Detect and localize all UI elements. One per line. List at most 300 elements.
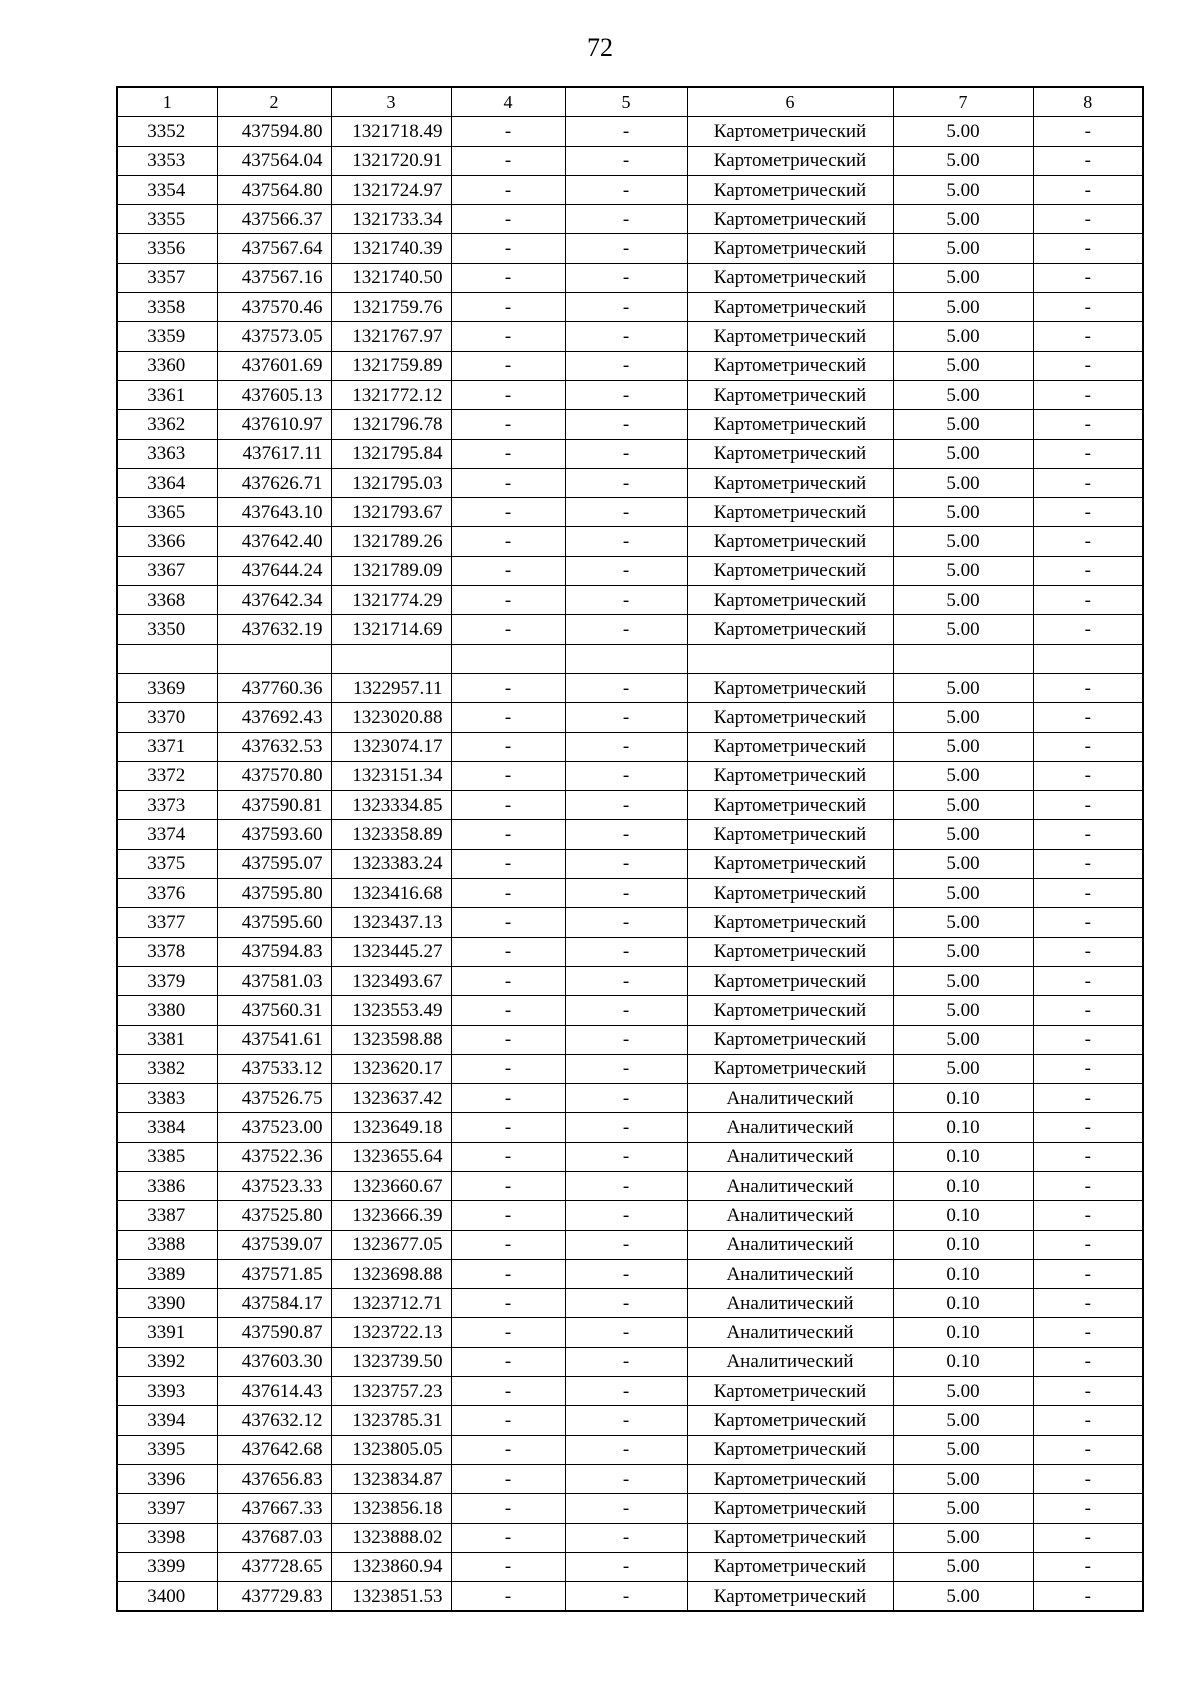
table-cell-col-7: 5.00: [893, 117, 1033, 146]
table-cell-col-3: 1323712.71: [331, 1289, 451, 1318]
table-cell-col-3: 1323383.24: [331, 849, 451, 878]
table-cell-col-5: -: [565, 1025, 687, 1054]
table-row: [117, 234, 1143, 263]
table-cell-col-8: -: [1033, 117, 1143, 146]
table-cell-col-6: Картометрический: [687, 293, 893, 322]
table-cell-col-2: 437590.87: [217, 1318, 331, 1347]
table-cell-col-6: Аналитический: [687, 1347, 893, 1376]
table-row: [117, 527, 1143, 556]
table-cell-col-5: -: [565, 820, 687, 849]
table-cell-col-3: 1321772.12: [331, 380, 451, 409]
table-row: [117, 322, 1143, 351]
table-cell-col-3: 1323722.13: [331, 1318, 451, 1347]
table-cell-col-7: 5.00: [893, 1552, 1033, 1581]
table-cell-col-7: 0.10: [893, 1113, 1033, 1142]
table-row: [117, 1171, 1143, 1200]
table-cell-col-5: -: [565, 996, 687, 1025]
table-cell-col-8: -: [1033, 937, 1143, 966]
table-row: [117, 1347, 1143, 1376]
table-cell-col-1: 3373: [117, 791, 217, 820]
table-cell-col-7: 5.00: [893, 439, 1033, 468]
column-header: 3: [331, 87, 451, 117]
table-cell-col-1: 3365: [117, 498, 217, 527]
table-cell-col-6: Картометрический: [687, 1435, 893, 1464]
table-cell-col-1: 3375: [117, 849, 217, 878]
table-cell-col-1: 3396: [117, 1464, 217, 1493]
table-cell-col-8: -: [1033, 615, 1143, 644]
table-cell-col-6: Картометрический: [687, 937, 893, 966]
table-row: [117, 615, 1143, 644]
table-cell-col-5: -: [565, 175, 687, 204]
table-cell-col-4: -: [451, 1201, 565, 1230]
table-cell-col-1: 3386: [117, 1171, 217, 1200]
table-cell-col-3: 1321720.91: [331, 146, 451, 175]
table-row: [117, 1377, 1143, 1406]
table-cell-col-6: Картометрический: [687, 908, 893, 937]
table-cell-col-4: -: [451, 380, 565, 409]
table-cell-col-3: 1323637.42: [331, 1084, 451, 1113]
table-cell-col-2: 437590.81: [217, 791, 331, 820]
table-cell-col-4: -: [451, 761, 565, 790]
table-cell-col-8: -: [1033, 1552, 1143, 1581]
table-cell-col-6: Картометрический: [687, 1464, 893, 1493]
table-cell-col-7: 5.00: [893, 1025, 1033, 1054]
table-cell-col-3: 1321789.26: [331, 527, 451, 556]
table-cell-col-4: -: [451, 117, 565, 146]
table-cell-col-4: -: [451, 908, 565, 937]
table-cell-col-3: 1323677.05: [331, 1230, 451, 1259]
table-row: [117, 879, 1143, 908]
table-cell-col-5: -: [565, 673, 687, 702]
table-cell-col-4: [451, 644, 565, 673]
table-cell-col-7: 5.00: [893, 732, 1033, 761]
table-cell-col-1: 3360: [117, 351, 217, 380]
table-cell-col-4: -: [451, 1113, 565, 1142]
table-cell-col-8: -: [1033, 556, 1143, 585]
table-cell-col-2: 437610.97: [217, 410, 331, 439]
table-cell-col-4: -: [451, 146, 565, 175]
table-cell-col-8: -: [1033, 1025, 1143, 1054]
table-cell-col-3: 1323649.18: [331, 1113, 451, 1142]
table-cell-col-7: 5.00: [893, 761, 1033, 790]
table-row: [117, 498, 1143, 527]
table-cell-col-3: 1323445.27: [331, 937, 451, 966]
table-cell-col-2: 437601.69: [217, 351, 331, 380]
table-cell-col-7: 5.00: [893, 146, 1033, 175]
table-cell-col-1: 3385: [117, 1142, 217, 1171]
table-cell-col-1: 3378: [117, 937, 217, 966]
column-header: 1: [117, 87, 217, 117]
table-cell-col-4: -: [451, 791, 565, 820]
table-cell-col-6: Картометрический: [687, 761, 893, 790]
table-cell-col-7: 5.00: [893, 1054, 1033, 1083]
table-row: [117, 791, 1143, 820]
table-cell-col-4: -: [451, 937, 565, 966]
table-cell-col-1: 3370: [117, 703, 217, 732]
table-cell-col-1: 3357: [117, 263, 217, 292]
table-cell-col-5: -: [565, 1494, 687, 1523]
table-cell-col-1: 3369: [117, 673, 217, 702]
table-cell-col-4: -: [451, 410, 565, 439]
table-cell-col-5: -: [565, 615, 687, 644]
table-cell-col-4: -: [451, 322, 565, 351]
table-cell-col-2: 437581.03: [217, 966, 331, 995]
table-cell-col-1: 3364: [117, 468, 217, 497]
table-cell-col-2: 437626.71: [217, 468, 331, 497]
table-cell-col-7: 5.00: [893, 527, 1033, 556]
table-cell-col-3: 1323698.88: [331, 1259, 451, 1288]
table-cell-col-7: 0.10: [893, 1289, 1033, 1318]
column-header: 8: [1033, 87, 1143, 117]
table-row: [117, 820, 1143, 849]
table-cell-col-3: 1321795.84: [331, 439, 451, 468]
table-cell-col-3: 1323851.53: [331, 1582, 451, 1612]
table-cell-col-1: 3377: [117, 908, 217, 937]
table-cell-col-4: -: [451, 527, 565, 556]
table-cell-col-8: [1033, 644, 1143, 673]
table-row: [117, 996, 1143, 1025]
table-cell-col-7: 5.00: [893, 175, 1033, 204]
table-cell-col-2: 437687.03: [217, 1523, 331, 1552]
table-cell-col-2: 437570.46: [217, 293, 331, 322]
table-cell-col-5: -: [565, 1259, 687, 1288]
table-cell-col-4: -: [451, 1406, 565, 1435]
table-cell-col-6: Картометрический: [687, 1582, 893, 1612]
table-cell-col-6: Картометрический: [687, 673, 893, 702]
table-cell-col-6: Аналитический: [687, 1084, 893, 1113]
table-cell-col-5: -: [565, 937, 687, 966]
table-cell-col-4: -: [451, 1318, 565, 1347]
table-cell-col-5: -: [565, 849, 687, 878]
table-cell-col-4: -: [451, 1377, 565, 1406]
table-cell-col-7: 5.00: [893, 556, 1033, 585]
table-cell-col-8: -: [1033, 1289, 1143, 1318]
table-cell-col-6: Картометрический: [687, 791, 893, 820]
table-row: [117, 1406, 1143, 1435]
table-cell-col-2: 437595.60: [217, 908, 331, 937]
table-cell-col-4: -: [451, 966, 565, 995]
table-cell-col-3: 1321774.29: [331, 586, 451, 615]
table-row: [117, 410, 1143, 439]
table-cell-col-2: 437573.05: [217, 322, 331, 351]
table-cell-col-1: 3397: [117, 1494, 217, 1523]
table-cell-col-2: 437692.43: [217, 703, 331, 732]
table-cell-col-3: 1323834.87: [331, 1464, 451, 1493]
table-cell-col-3: 1323151.34: [331, 761, 451, 790]
table-cell-col-6: Картометрический: [687, 1377, 893, 1406]
table-cell-col-4: -: [451, 1259, 565, 1288]
table-cell-col-2: 437539.07: [217, 1230, 331, 1259]
table-cell-col-5: -: [565, 908, 687, 937]
table-cell-col-4: -: [451, 1142, 565, 1171]
table-cell-col-8: -: [1033, 468, 1143, 497]
table-cell-col-5: [565, 644, 687, 673]
table-row: [117, 1113, 1143, 1142]
table-cell-col-5: -: [565, 966, 687, 995]
table-cell-col-5: -: [565, 498, 687, 527]
table-cell-col-6: Картометрический: [687, 732, 893, 761]
table-cell-col-7: 0.10: [893, 1142, 1033, 1171]
table-cell-col-6: Картометрический: [687, 1025, 893, 1054]
table-cell-col-8: -: [1033, 996, 1143, 1025]
table-cell-col-1: 3371: [117, 732, 217, 761]
table-cell-col-2: 437632.19: [217, 615, 331, 644]
table-cell-col-8: -: [1033, 1084, 1143, 1113]
table-cell-col-6: Картометрический: [687, 234, 893, 263]
table-cell-col-2: 437642.68: [217, 1435, 331, 1464]
table-cell-col-6: Картометрический: [687, 439, 893, 468]
table-cell-col-6: Картометрический: [687, 380, 893, 409]
table-cell-col-3: 1323655.64: [331, 1142, 451, 1171]
table-row: [117, 1494, 1143, 1523]
table-cell-col-3: 1321740.50: [331, 263, 451, 292]
column-header: 5: [565, 87, 687, 117]
table-cell-col-6: Картометрический: [687, 175, 893, 204]
table-cell-col-5: -: [565, 468, 687, 497]
table-cell-col-7: 5.00: [893, 263, 1033, 292]
table-cell-col-8: -: [1033, 1377, 1143, 1406]
table-cell-col-5: -: [565, 732, 687, 761]
column-header: 4: [451, 87, 565, 117]
table-cell-col-1: 3367: [117, 556, 217, 585]
table-cell-col-1: 3363: [117, 439, 217, 468]
table-cell-col-7: 5.00: [893, 996, 1033, 1025]
table-row: [117, 468, 1143, 497]
table-cell-col-4: -: [451, 879, 565, 908]
table-cell-col-5: -: [565, 1523, 687, 1552]
table-row: [117, 1025, 1143, 1054]
table-cell-col-1: 3399: [117, 1552, 217, 1581]
table-cell-col-6: Картометрический: [687, 849, 893, 878]
table-cell-col-2: 437632.12: [217, 1406, 331, 1435]
table-cell-col-8: -: [1033, 966, 1143, 995]
table-cell-col-3: 1321724.97: [331, 175, 451, 204]
table-row: [117, 586, 1143, 615]
table-cell-col-6: Аналитический: [687, 1171, 893, 1200]
table-cell-col-7: 0.10: [893, 1318, 1033, 1347]
table-cell-col-1: 3391: [117, 1318, 217, 1347]
table-row: [117, 439, 1143, 468]
table-cell-col-8: -: [1033, 1259, 1143, 1288]
table-row: [117, 761, 1143, 790]
table-cell-col-7: 5.00: [893, 820, 1033, 849]
table-cell-col-7: 5.00: [893, 205, 1033, 234]
table-cell-col-6: Картометрический: [687, 498, 893, 527]
table-cell-col-3: 1323074.17: [331, 732, 451, 761]
table-cell-col-2: 437728.65: [217, 1552, 331, 1581]
table-cell-col-8: -: [1033, 527, 1143, 556]
table-cell-col-6: Картометрический: [687, 468, 893, 497]
table-cell-col-2: [217, 644, 331, 673]
table-cell-col-7: 5.00: [893, 586, 1033, 615]
table-cell-col-7: 5.00: [893, 351, 1033, 380]
table-cell-col-4: -: [451, 703, 565, 732]
table-cell-col-6: Картометрический: [687, 996, 893, 1025]
table-cell-col-7: 5.00: [893, 673, 1033, 702]
table-cell-col-8: -: [1033, 380, 1143, 409]
table-cell-col-3: 1323620.17: [331, 1054, 451, 1083]
table-cell-col-3: 1323785.31: [331, 1406, 451, 1435]
table-cell-col-5: -: [565, 1142, 687, 1171]
table-cell-col-7: 5.00: [893, 908, 1033, 937]
table-cell-col-5: -: [565, 439, 687, 468]
table-cell-col-6: Картометрический: [687, 966, 893, 995]
table-cell-col-2: 437570.80: [217, 761, 331, 790]
table-cell-col-5: -: [565, 263, 687, 292]
table-cell-col-3: 1323739.50: [331, 1347, 451, 1376]
table-cell-col-6: Картометрический: [687, 351, 893, 380]
table-cell-col-8: -: [1033, 849, 1143, 878]
table-row: [117, 1523, 1143, 1552]
table-cell-col-6: Картометрический: [687, 1494, 893, 1523]
table-cell-col-3: 1321714.69: [331, 615, 451, 644]
table-cell-col-7: 5.00: [893, 1523, 1033, 1552]
table-cell-col-7: [893, 644, 1033, 673]
table-cell-col-2: 437603.30: [217, 1347, 331, 1376]
table-cell-col-2: 437593.60: [217, 820, 331, 849]
table-cell-col-8: -: [1033, 820, 1143, 849]
table-cell-col-8: -: [1033, 322, 1143, 351]
table-cell-col-2: 437523.00: [217, 1113, 331, 1142]
table-row: [117, 732, 1143, 761]
table-cell-col-1: 3366: [117, 527, 217, 556]
table-cell-col-2: 437642.40: [217, 527, 331, 556]
table-cell-col-4: -: [451, 1523, 565, 1552]
table-cell-col-7: 5.00: [893, 1582, 1033, 1612]
table-row: [117, 1230, 1143, 1259]
table-cell-col-6: Аналитический: [687, 1318, 893, 1347]
table-cell-col-7: 5.00: [893, 615, 1033, 644]
table-cell-col-4: -: [451, 1582, 565, 1612]
table-cell-col-1: 3379: [117, 966, 217, 995]
table-cell-col-5: -: [565, 351, 687, 380]
table-cell-col-3: 1323757.23: [331, 1377, 451, 1406]
table-cell-col-8: -: [1033, 498, 1143, 527]
table-cell-col-4: -: [451, 586, 565, 615]
table-cell-col-1: 3368: [117, 586, 217, 615]
table-cell-col-8: -: [1033, 1171, 1143, 1200]
table-cell-col-3: 1323437.13: [331, 908, 451, 937]
table-cell-col-4: -: [451, 1289, 565, 1318]
table-row: [117, 293, 1143, 322]
table-cell-col-2: 437656.83: [217, 1464, 331, 1493]
table-cell-col-6: Картометрический: [687, 879, 893, 908]
table-cell-col-6: Аналитический: [687, 1289, 893, 1318]
table-row: [117, 351, 1143, 380]
table-cell-col-6: Картометрический: [687, 322, 893, 351]
table-cell-col-7: 5.00: [893, 703, 1033, 732]
table-cell-col-2: 437522.36: [217, 1142, 331, 1171]
table-row: [117, 908, 1143, 937]
table-cell-col-2: 437541.61: [217, 1025, 331, 1054]
table-cell-col-3: 1322957.11: [331, 673, 451, 702]
table-cell-col-8: -: [1033, 1201, 1143, 1230]
table-row: [117, 673, 1143, 702]
table-cell-col-2: 437564.80: [217, 175, 331, 204]
table-row: [117, 1289, 1143, 1318]
table-cell-col-1: 3398: [117, 1523, 217, 1552]
table-cell-col-8: -: [1033, 205, 1143, 234]
table-cell-col-2: 437617.11: [217, 439, 331, 468]
table-cell-col-5: -: [565, 1377, 687, 1406]
table-cell-col-5: -: [565, 205, 687, 234]
table-cell-col-6: Картометрический: [687, 263, 893, 292]
table-cell-col-6: Аналитический: [687, 1201, 893, 1230]
table-cell-col-6: Картометрический: [687, 556, 893, 585]
table-cell-col-5: -: [565, 234, 687, 263]
table-cell-col-3: 1321789.09: [331, 556, 451, 585]
table-cell-col-2: 437667.33: [217, 1494, 331, 1523]
table-cell-col-8: -: [1033, 586, 1143, 615]
table-row: [117, 1435, 1143, 1464]
table-cell-col-5: -: [565, 293, 687, 322]
table-cell-col-4: -: [451, 293, 565, 322]
table-cell-col-7: 5.00: [893, 468, 1033, 497]
table-cell-col-1: 3358: [117, 293, 217, 322]
table-cell-col-3: 1323416.68: [331, 879, 451, 908]
table-row: [117, 205, 1143, 234]
table-row: [117, 1582, 1143, 1612]
table-cell-col-5: -: [565, 761, 687, 790]
table-cell-col-8: -: [1033, 175, 1143, 204]
table-cell-col-2: 437595.80: [217, 879, 331, 908]
table-cell-col-7: 0.10: [893, 1347, 1033, 1376]
column-header: 6: [687, 87, 893, 117]
table-cell-col-4: -: [451, 1464, 565, 1493]
table-cell-col-1: 3374: [117, 820, 217, 849]
table-row: [117, 849, 1143, 878]
table-cell-col-8: -: [1033, 879, 1143, 908]
table-cell-col-1: 3354: [117, 175, 217, 204]
table-cell-col-5: -: [565, 322, 687, 351]
table-cell-col-1: 3395: [117, 1435, 217, 1464]
table-cell-col-3: 1323334.85: [331, 791, 451, 820]
table-row: [117, 263, 1143, 292]
table-cell-col-5: -: [565, 117, 687, 146]
table-cell-col-8: -: [1033, 351, 1143, 380]
table-cell-col-4: -: [451, 351, 565, 380]
table-cell-col-2: 437584.17: [217, 1289, 331, 1318]
table-cell-col-4: -: [451, 615, 565, 644]
table-cell-col-3: 1321759.89: [331, 351, 451, 380]
table-cell-col-7: 5.00: [893, 1464, 1033, 1493]
table-cell-col-2: 437760.36: [217, 673, 331, 702]
table-cell-col-8: -: [1033, 439, 1143, 468]
table-cell-col-3: 1323493.67: [331, 966, 451, 995]
table-cell-col-3: 1323805.05: [331, 1435, 451, 1464]
table-cell-col-6: Картометрический: [687, 1552, 893, 1581]
table-cell-col-2: 437567.64: [217, 234, 331, 263]
table-cell-col-1: 3352: [117, 117, 217, 146]
table-cell-col-5: -: [565, 1230, 687, 1259]
table-row: [117, 703, 1143, 732]
table-row: [117, 380, 1143, 409]
table-cell-col-5: -: [565, 1318, 687, 1347]
table-cell-col-7: 5.00: [893, 937, 1033, 966]
table-cell-col-4: -: [451, 468, 565, 497]
table-cell-col-4: -: [451, 820, 565, 849]
table-cell-col-8: -: [1033, 1113, 1143, 1142]
table-row: [117, 1142, 1143, 1171]
table-cell-col-6: Аналитический: [687, 1113, 893, 1142]
table-cell-col-3: 1323358.89: [331, 820, 451, 849]
table-cell-col-7: 5.00: [893, 234, 1033, 263]
table-cell-col-2: 437594.80: [217, 117, 331, 146]
table-cell-col-7: 5.00: [893, 322, 1033, 351]
page-number: 72: [587, 33, 613, 62]
table-cell-col-5: -: [565, 703, 687, 732]
table-cell-col-8: -: [1033, 908, 1143, 937]
